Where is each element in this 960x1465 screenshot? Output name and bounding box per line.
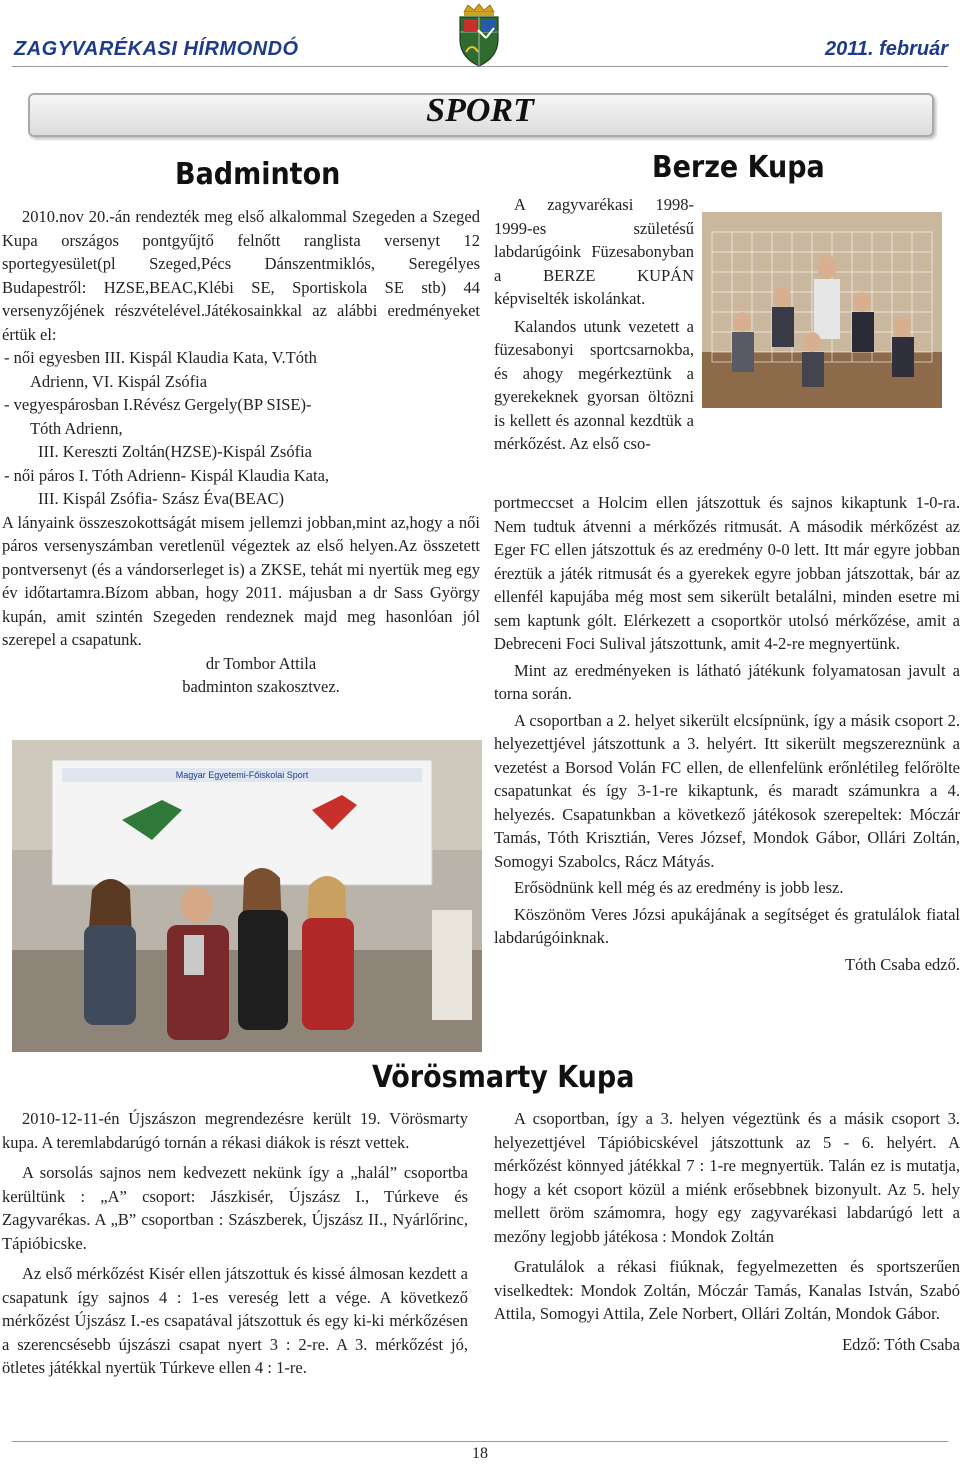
- vorosmarty-p3: Az első mérkőzést Kisér ellen játszottuk és kissé álmosan kezdett a csapatunk így sajnos 4 : 1-es vereség lett a vége. A következő mérkőzést Újszász I.-es csapatával játszottuk és egy ki-ki mérkőzésen a szerencsésebb újszászi csapat nyert 3 : 2-re. A 3. mérkőzést jó, ötletes játékkal nyertük Túrkeve ellen 4 : 1-re.: [2, 1264, 468, 1377]
- badminton-body: A lányaink összeszokottságát misem jellemzi jobban,mint az,hogy a női páros versenyszámban veretlenül végeztek az első helyen.Az összetett pontversenyt (és a vándorserleget is) a ZKSE, tehát mi nyertük meg egy év időtartamra.Bízom abban, hogy 2011. májusban a dr Sass György kupán, amit szintén Szegeden rendeznek majd meg hasonlóan jól szerepel a csapatunk.: [2, 512, 480, 649]
- berze-article: [494, 491, 960, 976]
- badminton-title: Badminton: [175, 157, 341, 192]
- result-line: - női páros I. Tóth Adrienn- Kispál Klaudia Kata,: [4, 465, 330, 485]
- vorosmarty-title: Vörösmarty Kupa: [372, 1060, 635, 1095]
- vorosmarty-p4: A csoportban, így a 3. helyen végeztünk és a másik csoport 3. helyezettjével Tápióbicskével játszottunk az 5 - 6. helyért. A mérkőzést könnyed játékkal 7 : 1-re megnyertük. Talán ez is mutatja, hogy a két csoport közül a miénk erősebbnek bizonyult. Az 5. hely mellett öröm számomra, hogy egy zagyvarékasi labdarúgó lett a mezőny legjobb játékosa : Mondok Zoltán: [494, 1109, 960, 1246]
- berze-p2b: portmeccset a Holcim ellen játszottuk és sajnos kikaptunk 1-0-ra. Nem tudtuk átvenni a mérkőzés ritmusát. A második mérkőzést az Eger FC ellen játszottuk és az eredmény 0-0 lett. Itt már egyre jobban éreztük a játék ritmusát és a gyerekek egyre jobban játszottak, bár az ellenfél kapujába még most sem sikerült betalálni, minden esetre mi sem kaptunk gólt. Elérkezett a csoportkör utolsó mérkőzése, amit a Debreceni Foci Sulival játszottunk, amit 4-2-re megnyertünk.: [494, 493, 960, 653]
- badminton-results: [2, 346, 480, 511]
- footer-divider: [12, 1441, 948, 1442]
- vorosmarty-p5: Gratulálok a rékasi fiúknak, fegyelmezetten és sportszerűen viselkedtek: Mondok Zoltán, Móczár Tamás, Kanalas István, Szabó Attila, Somogyi Attila, Zele Norbert, Ollári Zoltán, Mondok Gábor.: [494, 1257, 960, 1323]
- result-line: III. Kispál Zsófia- Szász Éva(BEAC): [38, 489, 285, 508]
- signature-name: dr Tombor Attila: [205, 653, 317, 673]
- publication-title: ZAGYVARÉKASI HÍRMONDÓ: [14, 38, 299, 60]
- berze-p1: A zagyvarékasi 1998-1999-es születésű labdarúgóink Füzesabonyban a BERZE KUPÁN képviselték iskolánkat.: [494, 195, 694, 308]
- badminton-intro: 2010.nov 20.-án rendezték meg első alkalommal Szegeden a Szeged Kupa országos pontgyűjtő felnőtt ranglista versenyt 12 sportegyesület(pl Szeged,Pécs Dánszentmiklós, Seregélyes Budapestről: HZSE,BEAC,Klébi SE, Sportiskola SE stb) 44 versenyzőjének részvételével.Játékosainkkal az alábbi eredményeket értük el:: [2, 207, 480, 344]
- berze-title: Berze Kupa: [652, 150, 825, 185]
- result-line: Adrienn, VI. Kispál Zsófia: [30, 371, 208, 391]
- result-line: III. Kereszti Zoltán(HZSE)-Kispál Zsófia: [38, 442, 312, 461]
- page-number: 18: [472, 1445, 488, 1462]
- badminton-article: [2, 205, 480, 699]
- berze-p5: Erősödnünk kell még és az eredmény is jobb lesz.: [514, 878, 844, 897]
- result-line: Tóth Adrienn,: [30, 418, 123, 438]
- issue-date: 2011. február: [824, 38, 948, 60]
- berze-p6: Köszönöm Veres Józsi apukájának a segítséget és gratulálok fiatal labdarúgóinknak.: [494, 904, 960, 947]
- signature-role: badminton szakosztvez.: [182, 677, 340, 696]
- photo-banner-text: Magyar Egyetemi-Főiskolai Sport: [175, 770, 309, 780]
- town-crest-icon: [446, 2, 512, 68]
- section-title: SPORT: [426, 92, 534, 129]
- berze-signature: Tóth Csaba edző.: [844, 954, 960, 974]
- berze-p3: Mint az eredményeken is látható játékunk folyamatosan javult a torna során.: [494, 660, 960, 703]
- berze-p4: A csoportban a 2. helyet sikerült elcsípnünk, így a másik csoport 2. helyezettjével játszottunk a 3. helyért. Itt sikerült megszereznünk a vezetést a Borsod Volán FC ellen, de ellenfelünk erőnlétileg felőrölte csapatunkat és így 3-1-re kikaptunk, és maradt számunkra a 4. helyezés. Csapatunkban a következő játékosok szerepeltek: Móczár Tamás, Tóth Krisztián, Veres József, Mondok Gábor, Ollári Zoltán, Somogyi Szabolcs, Rácz Mátyás.: [494, 710, 960, 871]
- badminton-photo: [12, 740, 482, 1052]
- berze-intro: [494, 193, 694, 456]
- vorosmarty-p2: A sorsolás sajnos nem kedvezett nekünk így a „halál” csoportba kerültünk : „A” csoport: Jászkisér, Újszász I., Túrkeve és Zagyvarékas. A „B” csoportban : Szászberek, Újszász II., Nyárlőrinc, Tápióbicske.: [2, 1163, 468, 1253]
- result-line: - vegyespárosban I.Révész Gergely(BP SISE)-: [4, 395, 312, 414]
- berze-p2a: Kalandos utunk vezetett a füzesabonyi sportcsarnokba, és ahogy megérkeztünk a gyerekeknek gyorsan öltözni is kellett és azonnal kezdtük a mérkőzést. Az első cso-: [494, 316, 694, 453]
- vorosmarty-signature: Edző: Tóth Csaba: [842, 1334, 960, 1354]
- vorosmarty-right: [494, 1107, 960, 1356]
- vorosmarty-p1: 2010-12-11-én Újszászon megrendezésre került 19. Vörösmarty kupa. A teremlabdarúgó tornán a rékasi diákok is részt vettek.: [2, 1109, 468, 1152]
- result-line: - női egyesben III. Kispál Klaudia Kata, V.Tóth: [4, 348, 317, 367]
- vorosmarty-left: [2, 1107, 468, 1380]
- berze-photo: [702, 212, 942, 408]
